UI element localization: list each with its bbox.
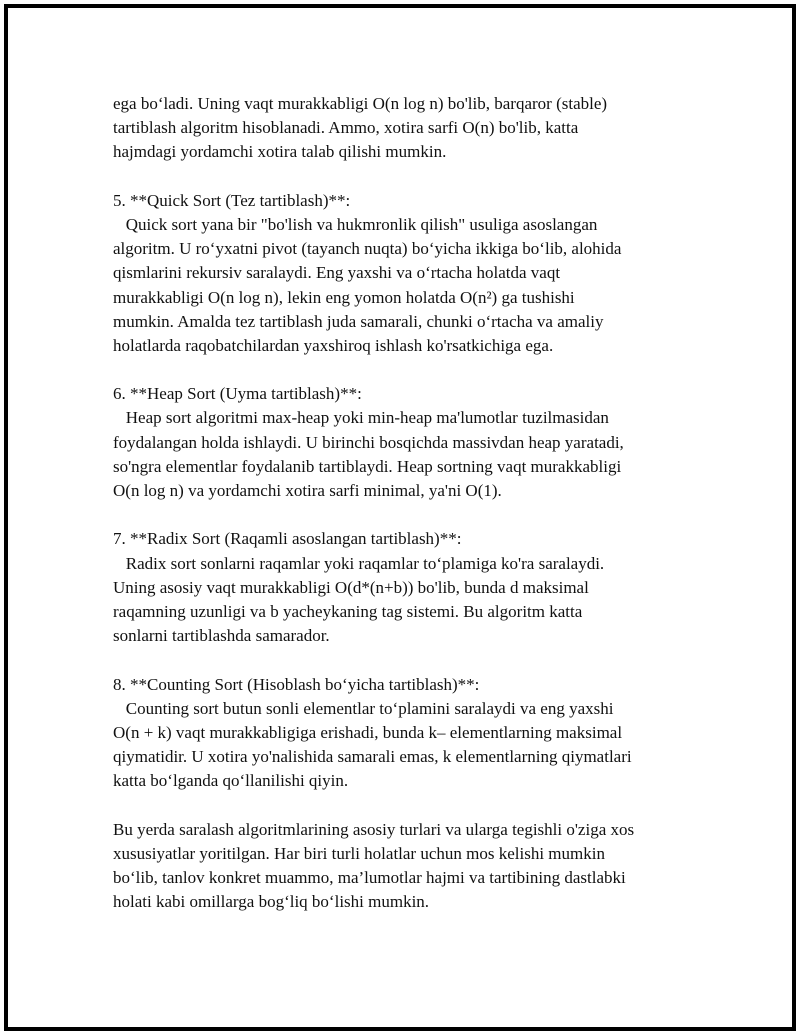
section-quick-sort [113,189,703,358]
text-line: O(n + k) vaqt murakkabligiga erishadi, bunda k– elementlarning maksimal [113,722,623,742]
text-line: Radix sort sonlarni raqamlar yoki raqamlar to‘plamiga ko'ra saralaydi. [113,553,605,573]
text-line: qismlarini rekursiv saralaydi. Eng yaxshi va o‘rtacha holatda vaqt [113,263,561,283]
text-line: mumkin. Amalda tez tartiblash juda samarali, chunki o‘rtacha va amaliy [113,311,604,331]
text-line: so'ngra elementlar foydalanib tartiblaydi. Heap sortning vaqt murakkabligi [113,456,622,476]
section-heading: 6. **Heap Sort (Uyma tartiblash)**: [113,384,362,404]
text-line: algoritm. U ro‘yxatni pivot (tayanch nuqta) bo‘yicha ikkiga bo‘lib, alohida [113,239,622,259]
text-line: bo‘lib, tanlov konkret muammo, ma’lumotlar hajmi va tartibining dastlabki [113,868,626,887]
text-line: ega bo‘ladi. Uning vaqt murakkabligi O(n log n) bo'lib, barqaror (stable) [113,94,608,113]
text-line: Uning asosiy vaqt murakkabligi O(d*(n+b)) bo'lib, bunda d maksimal [113,577,589,597]
document-body [113,92,703,914]
section-heading: 5. **Quick Sort (Tez tartiblash)**: [113,190,351,210]
section-heading: 7. **Radix Sort (Raqamli asoslangan tartiblash)**: [113,529,462,549]
paragraph-gap [113,793,703,817]
paragraph-gap [113,358,703,382]
paragraph-gap [113,503,703,527]
text-line: sonlarni tartiblashda samarador. [113,626,330,646]
text-line: foydalangan holda ishlaydi. U birinchi bosqichda massivdan heap yaratadi, [113,432,624,452]
text-line: Heap sort algoritmi max-heap yoki min-heap ma'lumotlar tuzilmasidan [113,408,609,428]
text-line: holati kabi omillarga bog‘liq bo‘lishi mumkin. [113,892,430,912]
text-line: tartiblash algoritm hisoblanadi. Ammo, xotira sarfi O(n) bo'lib, katta [113,118,579,138]
text-line: hajmdagi yordamchi xotira talab qilishi mumkin. [113,142,447,162]
section-heap-sort [113,382,703,503]
text-line: murakkabligi O(n log n), lekin eng yomon holatda O(n²) ga tushishi [113,287,575,307]
text-line: Counting sort butun sonli elementlar to‘plamini saralaydi va eng yaxshi [113,698,614,718]
section-counting-sort [113,673,703,794]
text-line: Quick sort yana bir "bo'lish va hukmronlik qilish" usuliga asoslangan [113,214,598,234]
section-heading: 8. **Counting Sort (Hisoblash bo‘yicha tartiblash)**: [113,674,480,694]
paragraph-gap [113,648,703,672]
paragraph-conclusion [113,818,703,915]
paragraph-merge-sort-tail [113,92,703,165]
paragraph-gap [113,165,703,189]
text-line: O(n log n) va yordamchi xotira sarfi minimal, ya'ni O(1). [113,481,502,500]
text-line: katta bo‘lganda qo‘llanilishi qiyin. [113,771,349,791]
text-line: Bu yerda saralash algoritmlarining asosiy turlari va ularga tegishli o'ziga xos [113,819,635,839]
text-line: holatlarda raqobatchilardan yaxshiroq ishlash ko'rsatkichiga ega. [113,335,554,355]
text-line: xususiyatlar yoritilgan. Har biri turli holatlar uchun mos kelishi mumkin [113,843,605,863]
section-radix-sort [113,527,703,648]
text-line: qiymatidir. U xotira yo'nalishida samarali emas, k elementlarning qiymatlari [113,747,632,767]
text-line: raqamning uzunligi va b yacheykaning tag sistemi. Bu algoritm katta [113,601,583,621]
